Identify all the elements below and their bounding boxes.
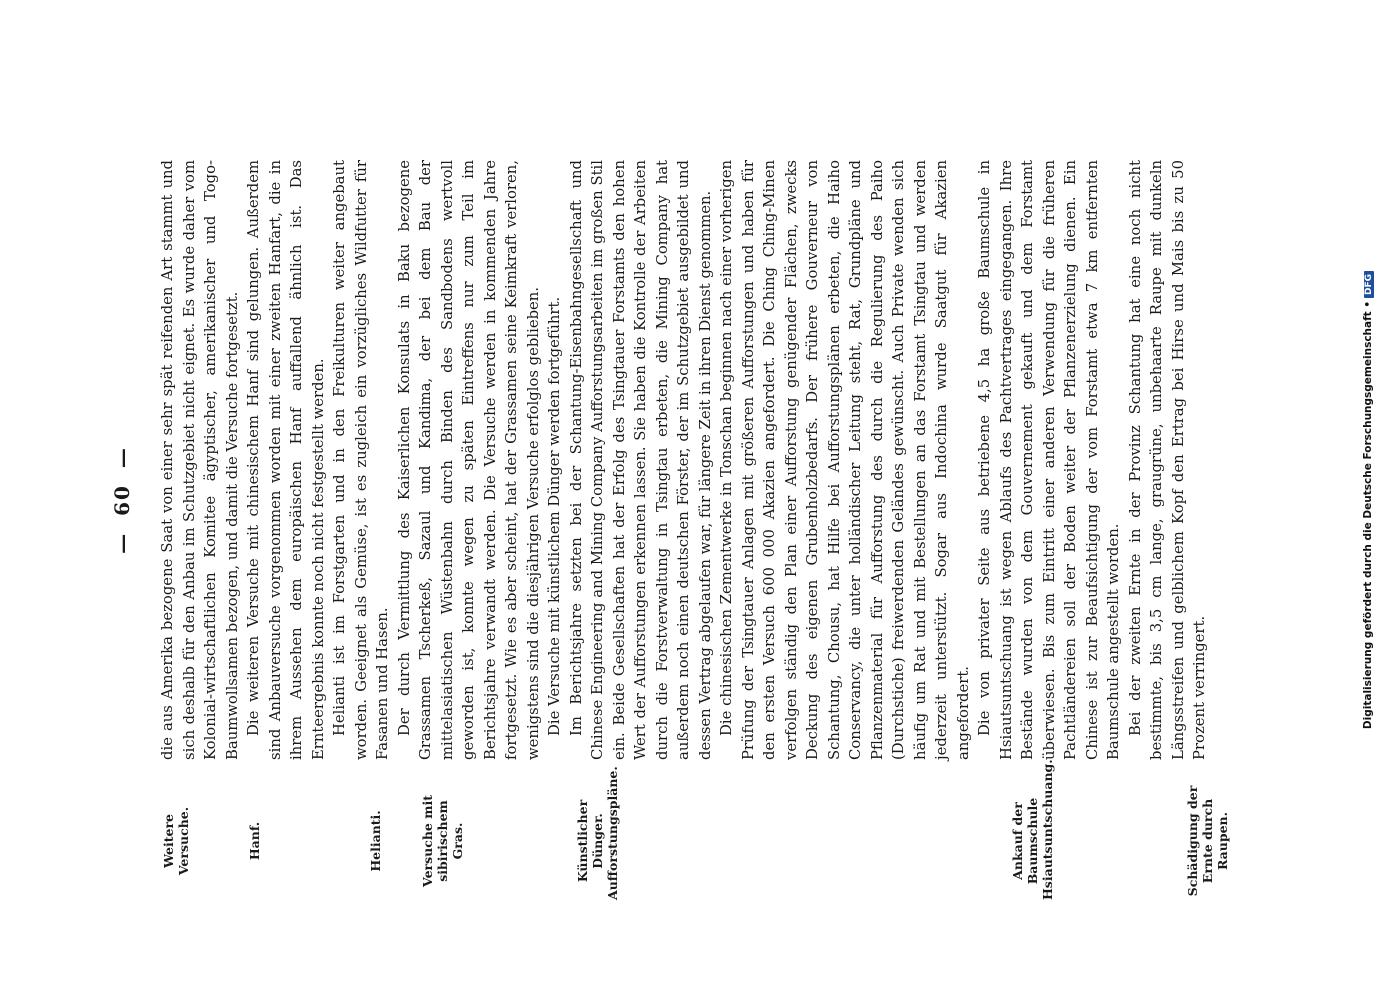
- margin-note-raupen: Schädigung der Ernte durch Raupen.: [1185, 785, 1230, 897]
- paragraph-raupen: Bei der zweiten Ernte in der Provinz Schantung hat eine noch nicht bestimmte, bis 3,5 cm lange, graugrüne, unbehaarte Raupe mit dunkeln Längsstreifen und gelblichem Kopf den Ertrag bei Hirse und Mais bis zu 50 Prozent verringert.: [1126, 160, 1208, 760]
- margin-note-helianti: Helianti.: [368, 810, 383, 872]
- digitization-credit-text: Digitalisierung gefördert durch die Deutsche Forschungsgemeinschaft •: [1362, 300, 1374, 730]
- margin-note-hanf: Hanf.: [247, 821, 262, 861]
- margin-note-aufforstungsplaene: Aufforstungspläne.: [605, 766, 620, 900]
- paragraph-aufforstung-zementwerke: Die chinesischen Zementwerke in Tonschan beginnen nach einer vorherigen Prüfung der Tsingtauer Anlagen mit größeren Aufforstungen und haben für den ersten Versuch 600 000 Akazien angefordert. Die Ching Ching-Minen verfolgen ständig den Plan einer Aufforstung genügender Flächen, zwecks Deckung des eigenen Grubenholzbedarfs. Der frühere Gouverneur von Schantung, Chousu, hat Hilfe bei Aufforstungsplänen erbeten, die Haiho Conservancy, die unter holländischer Leitung steht, Rat, Grundpläne und Pflanzenmaterial für Aufforstung des durch die Regulierung des Paiho (Durchstiche) freiwerdenden Geländes gewünscht. Auch Private wenden sich häufig um Rat und mit Bestellungen an das Forstamt Tsingtau und werden jederzeit unterstützt. Sogar aus Indochina wurde Saatgut für Akazien angefordert.: [718, 160, 972, 760]
- margin-note-duenger: Künstlicher Dünger.: [575, 799, 605, 883]
- margin-note-sibirisches-gras: Versuche mit sibirischem Gras.: [420, 795, 465, 887]
- paragraph-helianti: Helianti ist im Forstgarten und in den Freikulturen weiter angebaut worden. Geeignet als Gemüse, ist es zugleich ein vorzügliches Wildfutter für Fasanen und Hasen.: [331, 160, 391, 760]
- page-number-value: 60: [110, 484, 134, 516]
- paragraph-aufforstung-gesellschaften: Im Berichtsjahre setzten bei der Schantung-Eisenbahngesellschaft und Chinese Engineering and Mining Company Aufforstungsarbeiten im großen Stil ein. Beide Gesellschaften hat der Erfolg des Tsingtauer Forstamts den hohen Wert der Aufforstungen erkennen lassen. Sie haben die Kontrolle der Arbeiten durch die Forstverwaltung in Tsingtau erbeten, die Mining Company hat außerdem noch einen deutschen Förster, der im Schutzgebiet ausgebildet und dessen Vertrag abgelaufen war, für längere Zeit in ihren Dienst genommen.: [567, 160, 714, 760]
- dfg-logo-badge: DFG: [1364, 271, 1374, 298]
- margin-note-baumschule: Ankauf der Baumschule Hsiautsuntschuang.: [1010, 759, 1055, 900]
- margin-note-weitere-versuche: Weitere Versuche.: [161, 806, 191, 876]
- paragraph-baumwolle: die aus Amerika bezogene Saat von einer sehr spät reifenden Art stammt und sich deshalb für den Anbau im Schutzgebiet nicht eignet. Es wurde daher vom Kolonial-wirtschaftlichen Komitee ägyptischer, amerikanischer und Togo-Baumwollsamen bezogen, und damit die Versuche fortgesetzt.: [159, 160, 241, 760]
- page-number: —60—: [110, 446, 134, 554]
- paragraph-hanf: Die weiteren Versuche mit chinesischem Hanf sind gelungen. Außerdem sind Anbauversuche vorgenommen worden mit einer zweiten Hanfart, die in ihrem Aussehen dem europäischen Hanf auffallend ähnlich ist. Das Ernteergebnis konnte noch nicht festgestellt werden.: [245, 160, 327, 760]
- body-text: [157, 160, 1211, 760]
- paragraph-duenger: Die Versuche mit künstlichem Dünger werden fortgeführt.: [546, 296, 563, 736]
- digitization-credit: [1362, 0, 1374, 1000]
- paragraph-baumschule: Die von privater Seite aus betriebene 4,5 ha große Baumschule in Hsiautsuntschuang ist wegen Ablaufs des Pachtvertrages eingegangen. Ihre Bestände wurden von dem Gouvernement gekauft und dem Forstamt überwiesen. Bis zum Eintritt einer anderen Verwendung für die früheren Pachtländereien soll der Boden weiter der Pflanzenerzielung dienen. Ein Chinese ist zur Beaufsichtigung der vom Forstamt etwa 7 km entfernten Baumschule angestellt worden.: [976, 160, 1122, 760]
- paragraph-grassamen: Der durch Vermittlung des Kaiserlichen Konsulats in Baku bezogene Grassamen Tscherkeß, Sazaul und Kandima, der bei dem Bau der mittelasiatischen Wüstenbahn durch Binden des Sandbodens wertvoll geworden ist, konnte wegen zu späten Eintreffens nur zum Teil im Berichtsjahre verwandt werden. Die Versuche werden in kommenden Jahre fortgesetzt. Wie es aber scheint, hat der Grassamen seine Keimkraft verloren, wenigstens sind die diesjährigen Versuche erfolglos geblieben.: [395, 160, 542, 760]
